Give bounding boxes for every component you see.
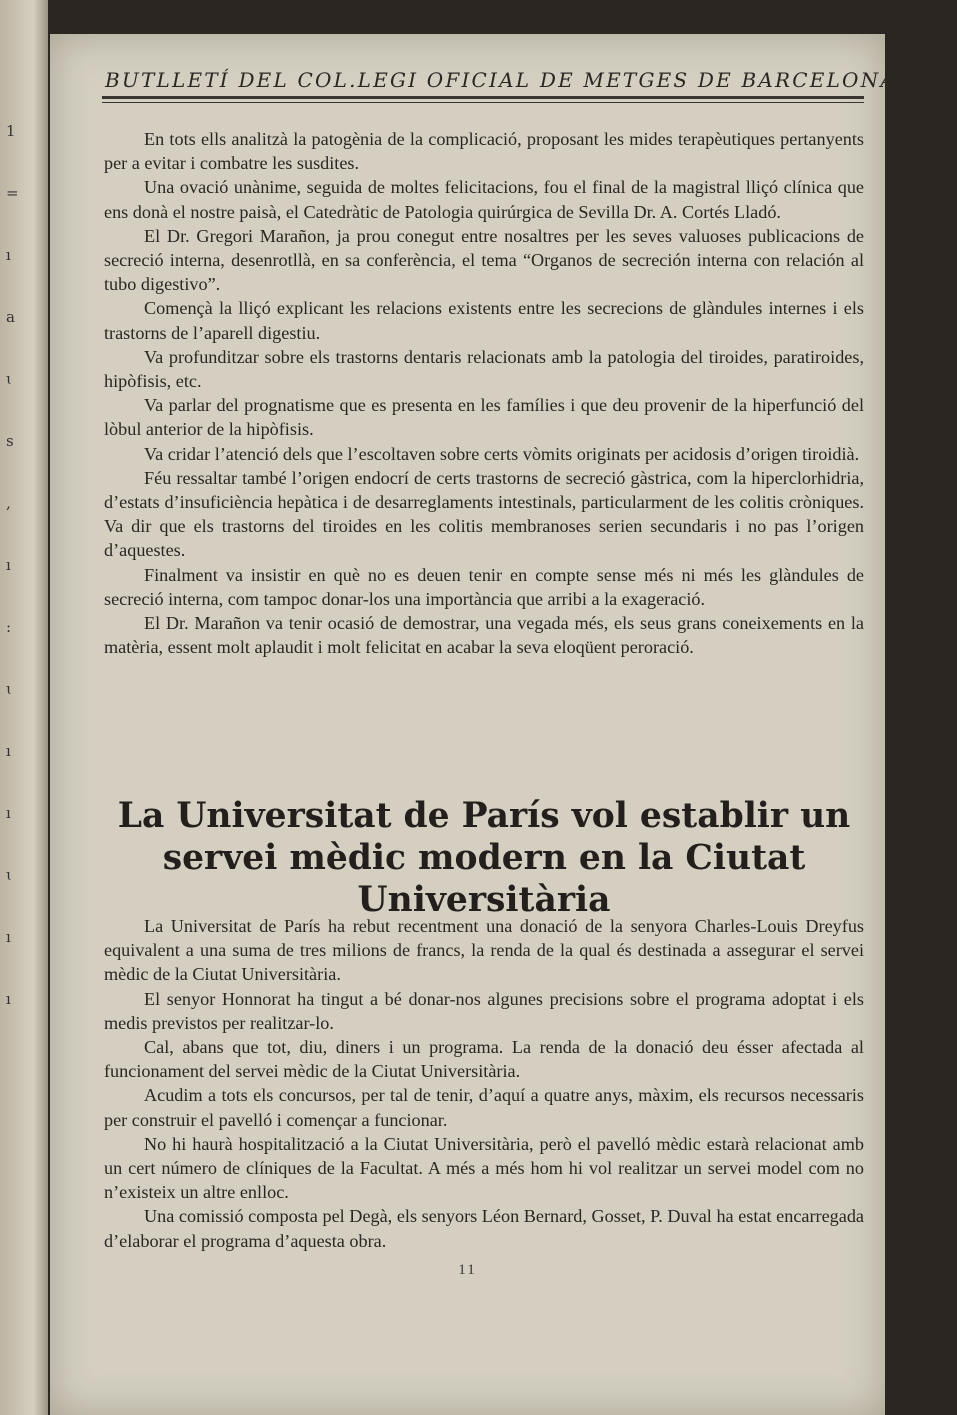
paragraph: Finalment va insistir en què no es deuen tenir en compte sense més ni més les glàndules de secreció interna, com tampoc donar-los una importància que arribi a la exageració. [104,564,864,609]
page-number: 11 [458,1262,477,1278]
header-rule-thin [102,102,864,103]
paragraph: Començà la lliçó explicant les relacions existents entre les secrecions de glàndules internes i els trastorns de l’aparell digestiu. [104,298,864,343]
previous-page-mark: ı [6,556,11,574]
article-body [104,914,864,1253]
previous-page-mark: = [6,184,19,202]
previous-page-mark: ɩ [6,680,12,698]
previous-page-mark: s [6,432,14,450]
paragraph: Féu ressaltar també l’origen endocrí de certs trastorns de secreció gàstrica, com la hiperclorhidria, d’estats d’insuficiència hepàtica i de desarreglaments intestinals, particularment de les colitis cròniques. Va dir que els trastorns del tiroides en les colitis membranoses serien secundaris i no pas l’origen d’aquestes. [104,467,864,561]
previous-page-mark: , [6,494,11,512]
paragraph: La Universitat de París ha rebut recentment una donació de la senyora Charles-Louis Dreyfus equivalent a una suma de tres milions de francs, la renda de la qual és destinada a assegurar el servei mèdic de la Ciutat Universitària. [104,916,864,985]
previous-page-mark: 1 [6,122,16,140]
article-headline: La Universitat de París vol establir un servei mèdic modern en la Ciutat Universitària [117,796,851,921]
paragraph: Va parlar del prognatisme que es presenta en les famílies i que deu provenir de la hiperfunció del lòbul anterior de la hipòfisis. [104,395,864,440]
previous-page-mark: : [6,618,12,636]
running-header: BUTLLETÍ DEL COL.LEGI OFICIAL DE METGES DE BARCELONA [105,68,897,92]
previous-page-marks [6,100,26,1030]
previous-page-mark: ı [6,246,11,264]
previous-page-edge [0,0,48,1415]
previous-page-mark: ı [6,990,11,1008]
paragraph: Cal, abans que tot, diu, diners i un programa. La renda de la donació deu ésser afectada al funcionament del servei mèdic de la Ciutat Universitària. [104,1037,864,1082]
previous-article-continuation [104,127,864,659]
paragraph: El senyor Honnorat ha tingut a bé donar-nos algunes precisions sobre el programa adoptat i els medis previstos per realitzar-lo. [104,988,864,1033]
paragraph: Va profunditzar sobre els trastorns dentaris relacionats amb la patologia del tiroides, paratiroides, hipòfisis, etc. [104,346,864,392]
journal-page [50,34,897,1415]
paragraph: No hi haurà hospitalització a la Ciutat Universitària, però el pavelló mèdic estarà relacionat amb un cert número de clíniques de la Facultat. A més a més hom hi vol realitzar un servei model com no n’existeix un altre enlloc. [104,1133,864,1203]
previous-page-mark: ɩ [6,370,12,388]
paragraph: El Dr. Marañon va tenir ocasió de demostrar, una vegada més, els seus grans coneixements en la matèria, essent molt aplaudit i molt felicitat en acabar la seva eloqüent peroració. [104,613,864,658]
previous-page-mark: ı [6,742,11,760]
paragraph: Va cridar l’atenció dels que l’escoltaven sobre certs vòmits originats per acidosis d’origen tiroidià. [144,443,860,464]
paragraph: Una ovació unànime, seguida de moltes felicitacions, fou el final de la magistral lliçó clínica que ens donà el nostre paisà, el Catedràtic de Patologia quirúrgica de Sevilla Dr. A. Cortés Lladó. [104,177,864,222]
paragraph: Una comissió composta pel Degà, els senyors Léon Bernard, Gosset, P. Duval ha estat encarregada d’elaborar el programa d’aquesta obra. [104,1206,864,1251]
paragraph: El Dr. Gregori Marañon, ja prou conegut entre nosaltres per les seves valuoses publicacions de secreció interna, desenrotllà, en sa conferència, el tema “Organos de secreción interna con relación al tubo digestivo”. [104,225,864,295]
previous-page-mark: ı [6,928,11,946]
paragraph: Acudim a tots els concursos, per tal de tenir, d’aquí a quatre anys, màxim, els recursos necessaris per construir el pavelló i començar a funcionar. [104,1085,864,1130]
previous-page-mark: ɩ [6,866,12,884]
previous-page-mark: ı [6,804,11,822]
paragraph: En tots ells analitzà la patogènia de la complicació, proposant les mides terapèutiques pertanyents per a evitar i combatre les susdites. [104,129,864,174]
header-rule-thick [102,96,864,99]
previous-page-mark: a [6,308,15,326]
